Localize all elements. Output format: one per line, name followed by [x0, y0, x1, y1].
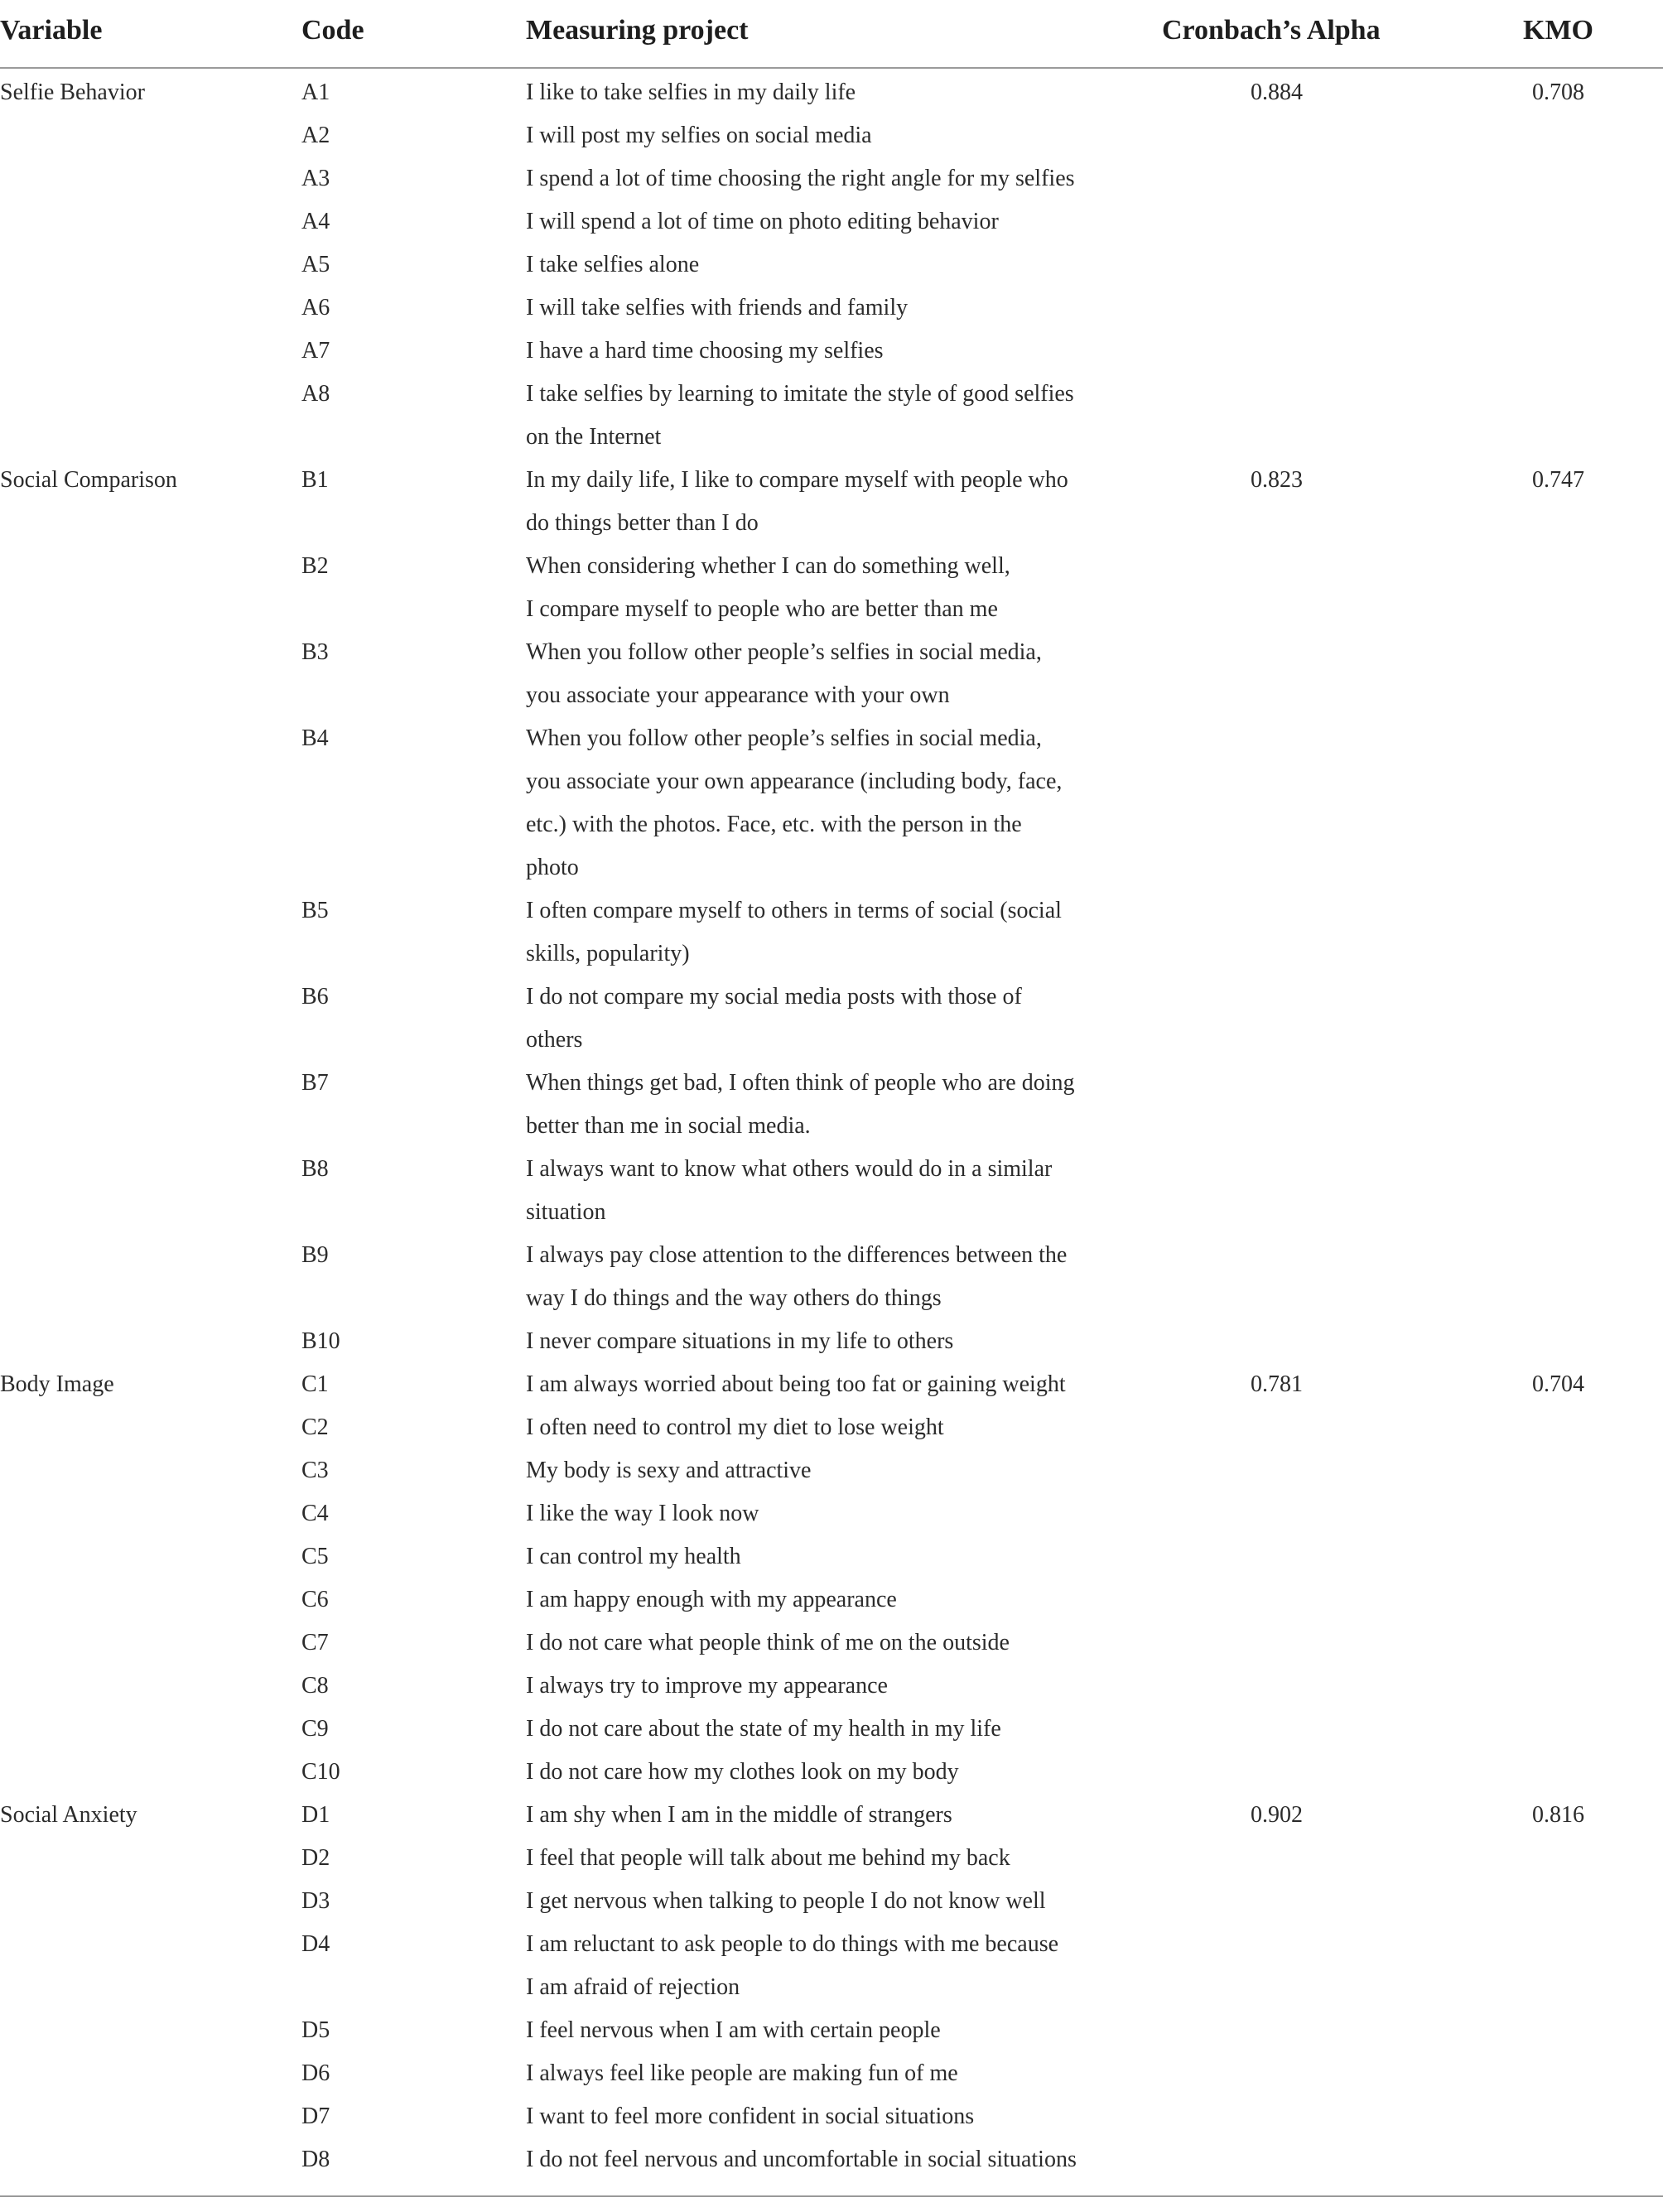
item-text-line: others [526, 1027, 583, 1053]
item-text-line: better than me in social media. [526, 1113, 811, 1139]
item-text-line: I take selfies alone [526, 252, 700, 277]
code-cell: C2 [301, 1414, 329, 1440]
measuring-project-cell [526, 1751, 1106, 1794]
item-text-line: way I do things and the way others do things [526, 1285, 942, 1311]
measuring-project-cell [526, 1923, 1106, 2009]
bottom-rule [0, 2195, 1663, 2197]
kmo-cell: 0.747 [1532, 467, 1584, 493]
measuring-project-cell [526, 1708, 1106, 1751]
code-cell: A7 [301, 338, 330, 364]
code-cell: C7 [301, 1630, 329, 1655]
item-text-line: I spend a lot of time choosing the right angle for my selfies [526, 166, 1075, 191]
code-cell: B9 [301, 1242, 329, 1268]
code-cell: B6 [301, 984, 329, 1010]
measuring-project-cell [526, 459, 1106, 545]
table-body [0, 71, 1663, 2181]
item-text-line: My body is sexy and attractive [526, 1458, 812, 1483]
measuring-project-cell [526, 200, 1106, 243]
code-cell: D8 [301, 2147, 330, 2172]
header-kmo: KMO [1523, 15, 1593, 46]
item-text-line: I never compare situations in my life to others [526, 1328, 954, 1354]
item-text-line: photo [526, 855, 579, 880]
item-text-line: I often compare myself to others in terms of social (social [526, 898, 1062, 923]
table-row [0, 1363, 1663, 1406]
table-row [0, 2052, 1663, 2095]
variable-cell: Selfie Behavior [0, 80, 145, 105]
item-text-line: In my daily life, I like to compare myself with people who [526, 467, 1068, 493]
variable-cell: Social Anxiety [0, 1802, 137, 1828]
item-text-line: When things get bad, I often think of people who are doing [526, 1070, 1075, 1096]
measuring-project-cell [526, 1794, 1106, 1837]
measuring-project-cell [526, 1622, 1106, 1665]
item-text-line: I am always worried about being too fat or gaining weight [526, 1371, 1066, 1397]
item-text-line: I do not care how my clothes look on my body [526, 1759, 959, 1785]
item-text-line: you associate your appearance with your own [526, 682, 950, 708]
measuring-project-cell [526, 1880, 1106, 1923]
code-cell: D3 [301, 1888, 330, 1914]
item-text-line: I always try to improve my appearance [526, 1673, 888, 1699]
item-text-line: situation [526, 1199, 606, 1225]
measuring-project-cell [526, 1578, 1106, 1622]
table-row [0, 1320, 1663, 1363]
code-cell: A4 [301, 209, 330, 234]
item-text-line: I will take selfies with friends and family [526, 295, 909, 320]
code-cell: B4 [301, 725, 329, 751]
item-text-line: I will spend a lot of time on photo editing behavior [526, 209, 999, 234]
table-row [0, 1492, 1663, 1535]
item-text-line: etc.) with the photos. Face, etc. with the person in the [526, 812, 1022, 837]
measuring-project-cell [526, 1363, 1106, 1406]
table-row [0, 1880, 1663, 1923]
table-row [0, 243, 1663, 287]
measuring-project-cell [526, 1837, 1106, 1880]
item-text-line: I take selfies by learning to imitate the style of good selfies [526, 381, 1074, 407]
measuring-project-cell [526, 976, 1106, 1062]
table-row [0, 1665, 1663, 1708]
measuring-project-cell [526, 373, 1106, 459]
measuring-project-cell [526, 1234, 1106, 1320]
kmo-cell: 0.704 [1532, 1371, 1584, 1397]
item-text-line: When considering whether I can do something well, [526, 553, 1010, 579]
table-row [0, 287, 1663, 330]
table-row [0, 1751, 1663, 1794]
measuring-project-cell [526, 545, 1106, 631]
table-row [0, 631, 1663, 717]
table-row [0, 2138, 1663, 2181]
measuring-project-cell [526, 1492, 1106, 1535]
item-text-line: I feel nervous when I am with certain people [526, 2017, 941, 2043]
table-row [0, 1708, 1663, 1751]
code-cell: D5 [301, 2017, 330, 2043]
measuring-project-cell [526, 1148, 1106, 1234]
item-text-line: I do not compare my social media posts with those of [526, 984, 1022, 1010]
table-row [0, 545, 1663, 631]
code-cell: C1 [301, 1371, 329, 1397]
table-header [0, 0, 1663, 69]
table-row [0, 889, 1663, 976]
measuring-project-cell [526, 157, 1106, 200]
measuring-project-cell [526, 71, 1106, 114]
table-row [0, 157, 1663, 200]
kmo-cell: 0.816 [1532, 1802, 1584, 1828]
table-row [0, 1837, 1663, 1880]
code-cell: A6 [301, 295, 330, 320]
item-text-line: on the Internet [526, 424, 662, 450]
table-row [0, 1794, 1663, 1837]
measuring-project-cell [526, 1665, 1106, 1708]
code-cell: C8 [301, 1673, 329, 1699]
table-row [0, 1234, 1663, 1320]
table-row [0, 459, 1663, 545]
table-row [0, 1923, 1663, 2009]
table-row [0, 1148, 1663, 1234]
table-row [0, 373, 1663, 459]
code-cell: B5 [301, 898, 329, 923]
item-text-line: I feel that people will talk about me behind my back [526, 1845, 1010, 1871]
code-cell: D1 [301, 1802, 330, 1828]
measuring-project-cell [526, 1062, 1106, 1148]
item-text-line: do things better than I do [526, 510, 759, 536]
header-measuring-project: Measuring project [526, 15, 749, 46]
code-cell: A2 [301, 123, 330, 148]
code-cell: D6 [301, 2060, 330, 2086]
code-cell: A5 [301, 252, 330, 277]
table-row [0, 1062, 1663, 1148]
header-cronbachs-alpha: Cronbach’s Alpha [1162, 15, 1381, 46]
item-text-line: I am shy when I am in the middle of strangers [526, 1802, 952, 1828]
measuring-project-cell [526, 114, 1106, 157]
item-text-line: I always want to know what others would do in a similar [526, 1156, 1053, 1182]
item-text-line: you associate your own appearance (including body, face, [526, 769, 1063, 794]
measuring-project-cell [526, 1535, 1106, 1578]
measuring-project-cell [526, 2052, 1106, 2095]
code-cell: D4 [301, 1931, 330, 1957]
variable-cell: Social Comparison [0, 467, 177, 493]
cronbachs-alpha-cell: 0.902 [1251, 1802, 1303, 1828]
measuring-project-cell [526, 1449, 1106, 1492]
cronbachs-alpha-cell: 0.823 [1251, 467, 1303, 493]
code-cell: D2 [301, 1845, 330, 1871]
measuring-project-cell [526, 717, 1106, 889]
code-cell: B1 [301, 467, 329, 493]
item-text-line: skills, popularity) [526, 941, 690, 966]
item-text-line: I do not feel nervous and uncomfortable in social situations [526, 2147, 1077, 2172]
item-text-line: I always pay close attention to the differences between the [526, 1242, 1068, 1268]
cronbachs-alpha-cell: 0.884 [1251, 80, 1303, 105]
code-cell: A3 [301, 166, 330, 191]
measuring-project-cell [526, 2138, 1106, 2181]
cronbachs-alpha-cell: 0.781 [1251, 1371, 1303, 1397]
item-text-line: I often need to control my diet to lose weight [526, 1414, 944, 1440]
code-cell: D7 [301, 2104, 330, 2129]
code-cell: B3 [301, 639, 329, 665]
table-row [0, 1622, 1663, 1665]
measuring-project-cell [526, 1406, 1106, 1449]
item-text-line: I will post my selfies on social media [526, 123, 872, 148]
item-text-line: When you follow other people’s selfies in social media, [526, 725, 1042, 751]
code-cell: A1 [301, 80, 330, 105]
item-text-line: I have a hard time choosing my selfies [526, 338, 884, 364]
code-cell: B7 [301, 1070, 329, 1096]
item-text-line: I am reluctant to ask people to do things with me because [526, 1931, 1059, 1957]
code-cell: C4 [301, 1501, 329, 1526]
table-row [0, 1535, 1663, 1578]
item-text-line: I do not care about the state of my health in my life [526, 1716, 1001, 1742]
item-text-line: I compare myself to people who are better than me [526, 596, 998, 622]
header-variable: Variable [0, 15, 103, 46]
item-text-line: I like to take selfies in my daily life [526, 80, 856, 105]
item-text-line: I get nervous when talking to people I do not know well [526, 1888, 1046, 1914]
header-code: Code [301, 15, 364, 46]
table-row [0, 717, 1663, 889]
code-cell: C3 [301, 1458, 329, 1483]
table-row [0, 976, 1663, 1062]
measuring-project-cell [526, 2009, 1106, 2052]
measuring-project-cell [526, 243, 1106, 287]
table-row [0, 1449, 1663, 1492]
code-cell: C10 [301, 1759, 340, 1785]
table-row [0, 114, 1663, 157]
code-cell: C5 [301, 1544, 329, 1569]
item-text-line: I want to feel more confident in social situations [526, 2104, 975, 2129]
code-cell: C6 [301, 1587, 329, 1612]
measuring-project-cell [526, 1320, 1106, 1363]
measuring-project-cell [526, 2095, 1106, 2138]
table-row [0, 2009, 1663, 2052]
item-text-line: I am happy enough with my appearance [526, 1587, 897, 1612]
table-row [0, 200, 1663, 243]
code-cell: B8 [301, 1156, 329, 1182]
code-cell: C9 [301, 1716, 329, 1742]
table-row [0, 330, 1663, 373]
measuring-project-cell [526, 631, 1106, 717]
table-row [0, 1578, 1663, 1622]
measuring-project-cell [526, 287, 1106, 330]
measuring-project-cell [526, 889, 1106, 976]
table-row [0, 2095, 1663, 2138]
code-cell: B2 [301, 553, 329, 579]
code-cell: A8 [301, 381, 330, 407]
table-row [0, 71, 1663, 114]
item-text-line: I like the way I look now [526, 1501, 759, 1526]
variable-cell: Body Image [0, 1371, 114, 1397]
item-text-line: I do not care what people think of me on the outside [526, 1630, 1010, 1655]
item-text-line: I am afraid of rejection [526, 1974, 740, 2000]
measuring-project-cell [526, 330, 1106, 373]
code-cell: B10 [301, 1328, 340, 1354]
item-text-line: When you follow other people’s selfies in social media, [526, 639, 1042, 665]
item-text-line: I always feel like people are making fun of me [526, 2060, 958, 2086]
kmo-cell: 0.708 [1532, 80, 1584, 105]
item-text-line: I can control my health [526, 1544, 741, 1569]
table-row [0, 1406, 1663, 1449]
